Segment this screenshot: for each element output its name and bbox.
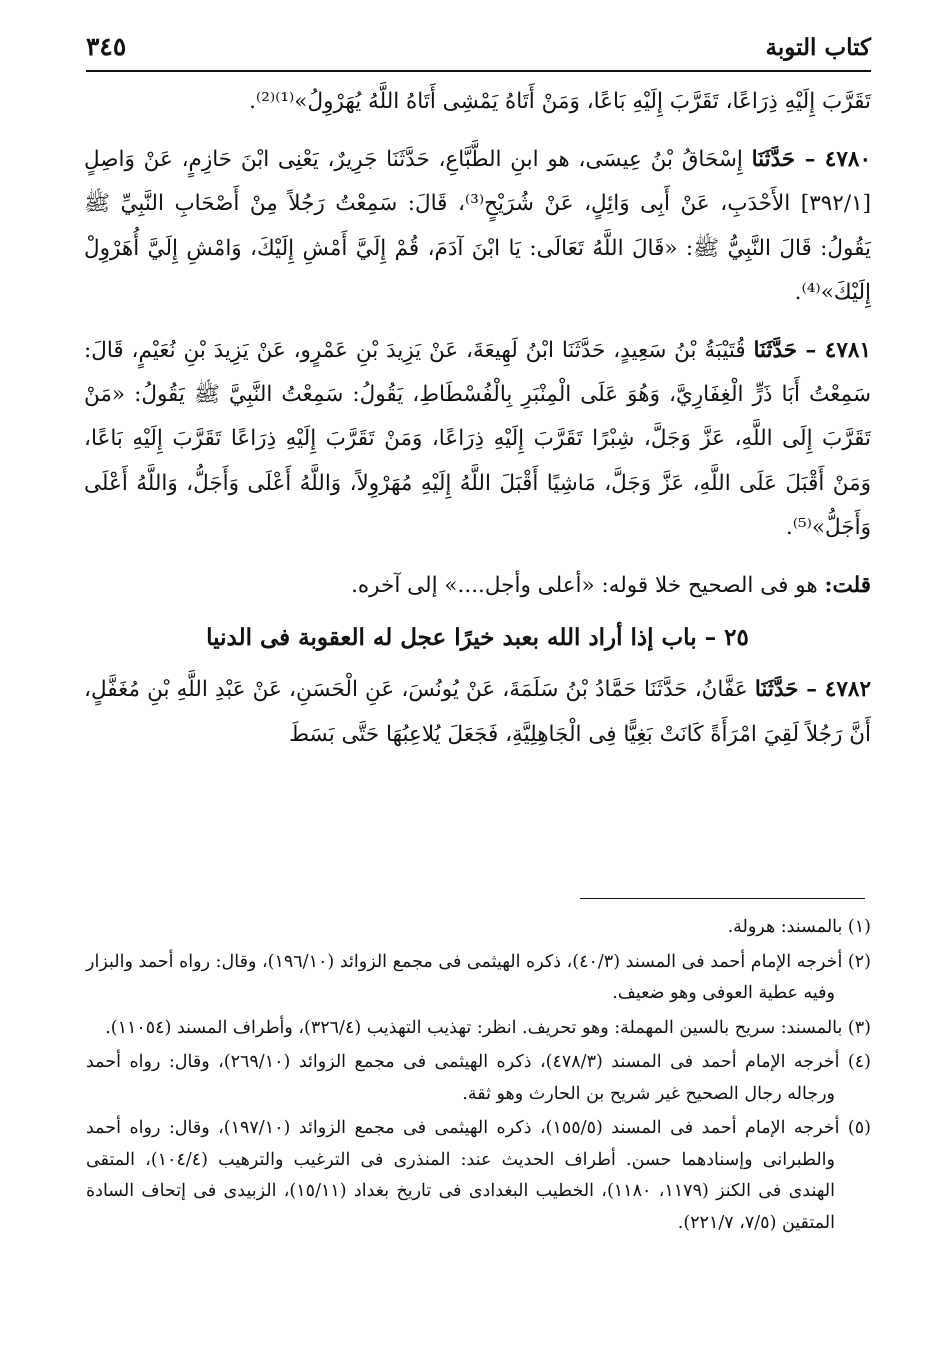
- running-title: كتاب التوبة: [765, 34, 871, 61]
- main-text: [84, 80, 871, 771]
- footnote-4: (٤) أخرجه الإمام أحمد فى المسند (٤٧٨/٣)، ذكره الهيثمى فى مجمع الزوائد (٢٦٩/١٠)، وقال: رواه أحمد ورجاله رجال الصحيح غير شريح بن الحارث وهو ثقة.: [86, 1052, 871, 1104]
- footnote-1: (١) بالمسند: هرولة.: [727, 917, 871, 937]
- header-rule: [86, 70, 871, 72]
- hadith-text: عَفَّانُ، حَدَّثَنَا حَمَّادُ بْنُ سَلَمَةَ، عَنْ يُونُسَ، عَنِ الْحَسَنِ، عَنْ عَبْدِ اللَّهِ بْنِ مُغَفَّلٍ، أَنَّ رَجُلاً لَقِيَ امْرَأَةً كَانَتْ بَغِيًّا فِى الْجَاهِلِيَّةِ، فَجَعَلَ يُلاعِبُهَا حَتَّى بَسَطَ: [84, 677, 871, 747]
- chapter-heading: ٢٥ – باب إذا أراد الله بعبد خيرًا عجل له العقوبة فى الدنيا: [206, 624, 749, 652]
- footnote-5: (٥) أخرجه الإمام أحمد فى المسند (١٥٥/٥)، ذكره الهيثمى فى مجمع الزوائد (١٩٧/١٠)، وقال: رواه أحمد والطبرانى وإسنادهما حسن. أطراف الحديث عند: المنذرى فى الترغيب والترهيب (١٠٤/٤)، المتقى الهندى فى الكنز (١١٧٩، ١١٨٠)، الخطيب البغدادى فى تاريخ بغداد (١٥/١١)، الزبيدى فى إتحاف السادة المتقين (٧/٥، ٢٢١/٧).: [86, 1118, 871, 1233]
- hadith-text: قُتَيْبَةُ بْنُ سَعِيدٍ، حَدَّثَنَا ابْنُ لَهِيعَةَ، عَنْ يَزِيدَ بْنِ عَمْرٍو، عَنْ يَزِيدَ بْنِ نُعَيْمٍ، قَالَ: سَمِعْتُ أَبَا ذَرٍّ الْغِفَارِيَّ، وَهُوَ عَلَى الْمِنْبَرِ بِالْفُسْطَاطِ، يَقُولُ: سَمِعْتُ النَّبِيَّ ﷺ يَقُولُ: «مَنْ تَقَرَّبَ إِلَى اللَّهِ، عَزَّ وَجَلَّ، شِبْرًا تَقَرَّبَ إِلَيْهِ ذِرَاعًا، وَمَنْ تَقَرَّبَ إِلَيْهِ ذِرَاعًا تَقَرَّبَ إِلَيْهِ بَاعًا، وَمَنْ أَقْبَلَ عَلَى اللَّهِ، عَزَّ وَجَلَّ، مَاشِيًا أَقْبَلَ اللَّهُ إِلَيْهِ مُهَرْوِلاً، وَاللَّهُ أَعْلَى وَأَجَلُّ، وَاللَّهُ أَعْلَى وَأَجَلُّ»⁽⁵⁾.: [84, 338, 871, 540]
- page-header: [86, 28, 871, 72]
- hadith-number: ٤٧٨١ – حَدَّثَنَا: [753, 338, 871, 364]
- footnote-3: (٣) بالمسند: سريح بالسين المهملة: وهو تحريف. انظر: تهذيب التهذيب (٣٢٦/٤)، وأطراف المسند (١١٠٥٤).: [105, 1017, 871, 1038]
- hadith-text: إِسْحَاقُ بْنُ عِيسَى، هو ابنِ الطَّبَّاعِ، حَدَّثَنَا جَرِيرٌ، يَعْنِى ابْنَ حَازِمٍ، عَنْ وَاصِلٍ [٣٩٢/١] الأَحْدَبِ، عَنْ أَبِى وَائِلٍ، عَنْ شُرَيْحٍ⁽³⁾، قَالَ: سَمِعْتُ رَجُلاً مِنْ أَصْحَابِ النَّبِيِّ ﷺ يَقُولُ: قَالَ النَّبِيُّ ﷺ: «قَالَ اللَّهُ تَعَالَى: يَا ابْنَ آدَمَ، قُمْ إِلَيَّ أَمْشِ إِلَيْكَ، وَامْشِ إِلَيَّ أُهَرْوِلْ إِلَيْكَ»⁽⁴⁾.: [84, 147, 872, 305]
- hadith-4780: [84, 138, 871, 315]
- continuation-paragraph: تَقَرَّبَ إِلَيْهِ ذِرَاعًا، تَقَرَّبَ إِلَيْهِ بَاعًا، وَمَنْ أَتَاهُ يَمْشِى أَتَاهُ اللَّهُ يُهَرْوِلُ»⁽¹⁾⁽²⁾.: [249, 89, 871, 114]
- footnotes: [86, 912, 871, 1242]
- editor-note-label: قلت:: [824, 573, 871, 599]
- editor-note: [84, 564, 871, 608]
- hadith-4781: [84, 329, 871, 550]
- editor-note-text: هو فى الصحيح خلا قوله: «أعلى وأجل....» إلى آخره.: [351, 573, 825, 599]
- footnote-separator: [580, 898, 865, 899]
- hadith-4782: [84, 668, 871, 756]
- hadith-number: ٤٧٨٠ – حَدَّثَنَا: [751, 147, 871, 173]
- hadith-number: ٤٧٨٢ – حَدَّثَنَا: [754, 677, 871, 703]
- page-number: ٣٤٥: [86, 32, 127, 61]
- footnote-2: (٢) أخرجه الإمام أحمد فى المسند (٤٠/٣)، ذكره الهيثمى فى مجمع الزوائد (١٩٦/١٠)، وقال: رواه أحمد والبزار وفيه عطية العوفى وهو ضعيف.: [86, 951, 871, 1003]
